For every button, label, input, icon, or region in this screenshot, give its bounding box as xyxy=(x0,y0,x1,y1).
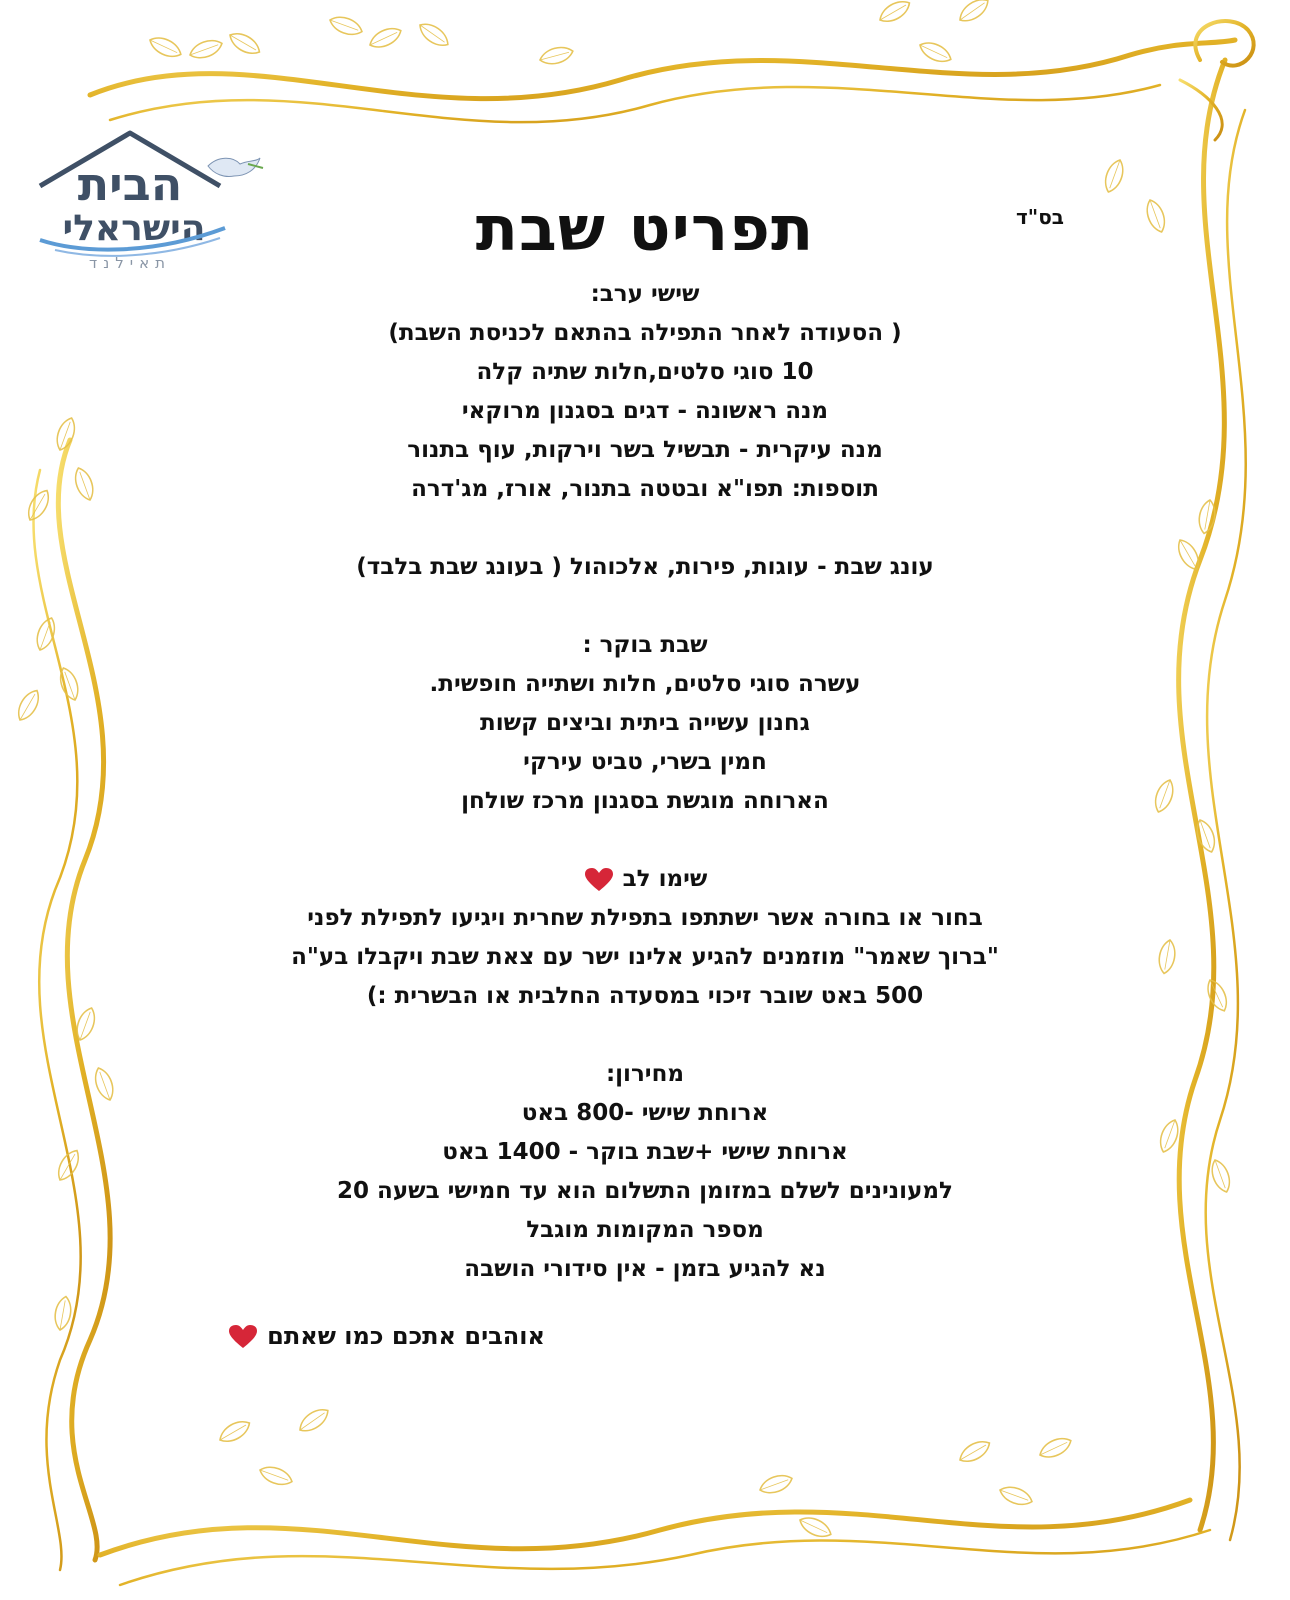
notice-line: בחור או בחורה אשר ישתתפו בתפילת שחרית ויגיעו לתפילת לפני xyxy=(307,905,983,931)
price-line: מספר המקומות מוגבל xyxy=(526,1217,764,1243)
heart-icon xyxy=(229,1325,257,1349)
menu-line: 10 סוגי סלטים,חלות שתיה קלה xyxy=(476,359,814,385)
menu-line: מנה עיקרית - תבשיל בשר וירקות, עוף בתנור xyxy=(407,437,883,463)
oneg-shabbat-line: עונג שבת - עוגות, פירות, אלכוהול ( בעונג שבת בלבד) xyxy=(356,554,934,580)
price-line: ארוחת שישי -800 באט xyxy=(521,1100,769,1126)
page-title: תפריט שבת xyxy=(475,192,815,265)
dove-icon xyxy=(208,158,263,177)
logo-line3: תאילנד xyxy=(89,254,171,272)
attention-heading: שימו לב xyxy=(622,866,708,892)
price-line: ארוחת שישי +שבת בוקר - 1400 באט xyxy=(442,1139,848,1165)
menu-line: הארוחה מוגשת בסגנון מרכז שולחן xyxy=(461,788,829,814)
attention-heading-row xyxy=(180,860,1110,899)
menu-line: מנה ראשונה - דגים בסגנון מרוקאי xyxy=(461,398,829,424)
heart-icon xyxy=(585,868,613,892)
menu-line: חמין בשרי, טביט עירקי xyxy=(523,749,767,775)
closing-line xyxy=(215,1322,545,1350)
house-logo xyxy=(30,128,270,278)
friday-heading: שישי ערב: xyxy=(590,281,700,307)
price-line: למעונינים לשלם במזומן התשלום הוא עד חמישי בשעה 20 xyxy=(337,1178,953,1204)
logo-line1: הבית xyxy=(77,157,183,211)
prices-heading: מחירון: xyxy=(605,1061,685,1087)
menu-content xyxy=(180,275,1110,1289)
menu-line: עשרה סוגי סלטים, חלות ושתייה חופשית. xyxy=(429,671,861,697)
menu-line: תוספות: תפו"א ובטטה בתנור, אורז, מג'דרה xyxy=(411,476,879,502)
closing-text: אוהבים אתכם כמו שאתם xyxy=(267,1322,545,1350)
price-line: נא להגיע בזמן - אין סידורי הושבה xyxy=(464,1256,826,1282)
bsd-mark: בס"ד xyxy=(1016,205,1064,229)
notice-line: "ברוך שאמר" מוזמנים להגיע אלינו ישר עם צאת שבת ויקבלו בע"ה xyxy=(291,944,999,970)
logo-line2: הישראלי xyxy=(62,208,206,249)
notice-line: 500 באט שובר זיכוי במסעדה החלבית או הבשרית :) xyxy=(366,983,924,1009)
morning-heading: שבת בוקר : xyxy=(582,632,708,658)
menu-line: גחנון עשייה ביתית וביצים קשות xyxy=(480,710,810,736)
menu-line: ( הסעודה לאחר התפילה בהתאם לכניסת השבת) xyxy=(388,320,902,346)
